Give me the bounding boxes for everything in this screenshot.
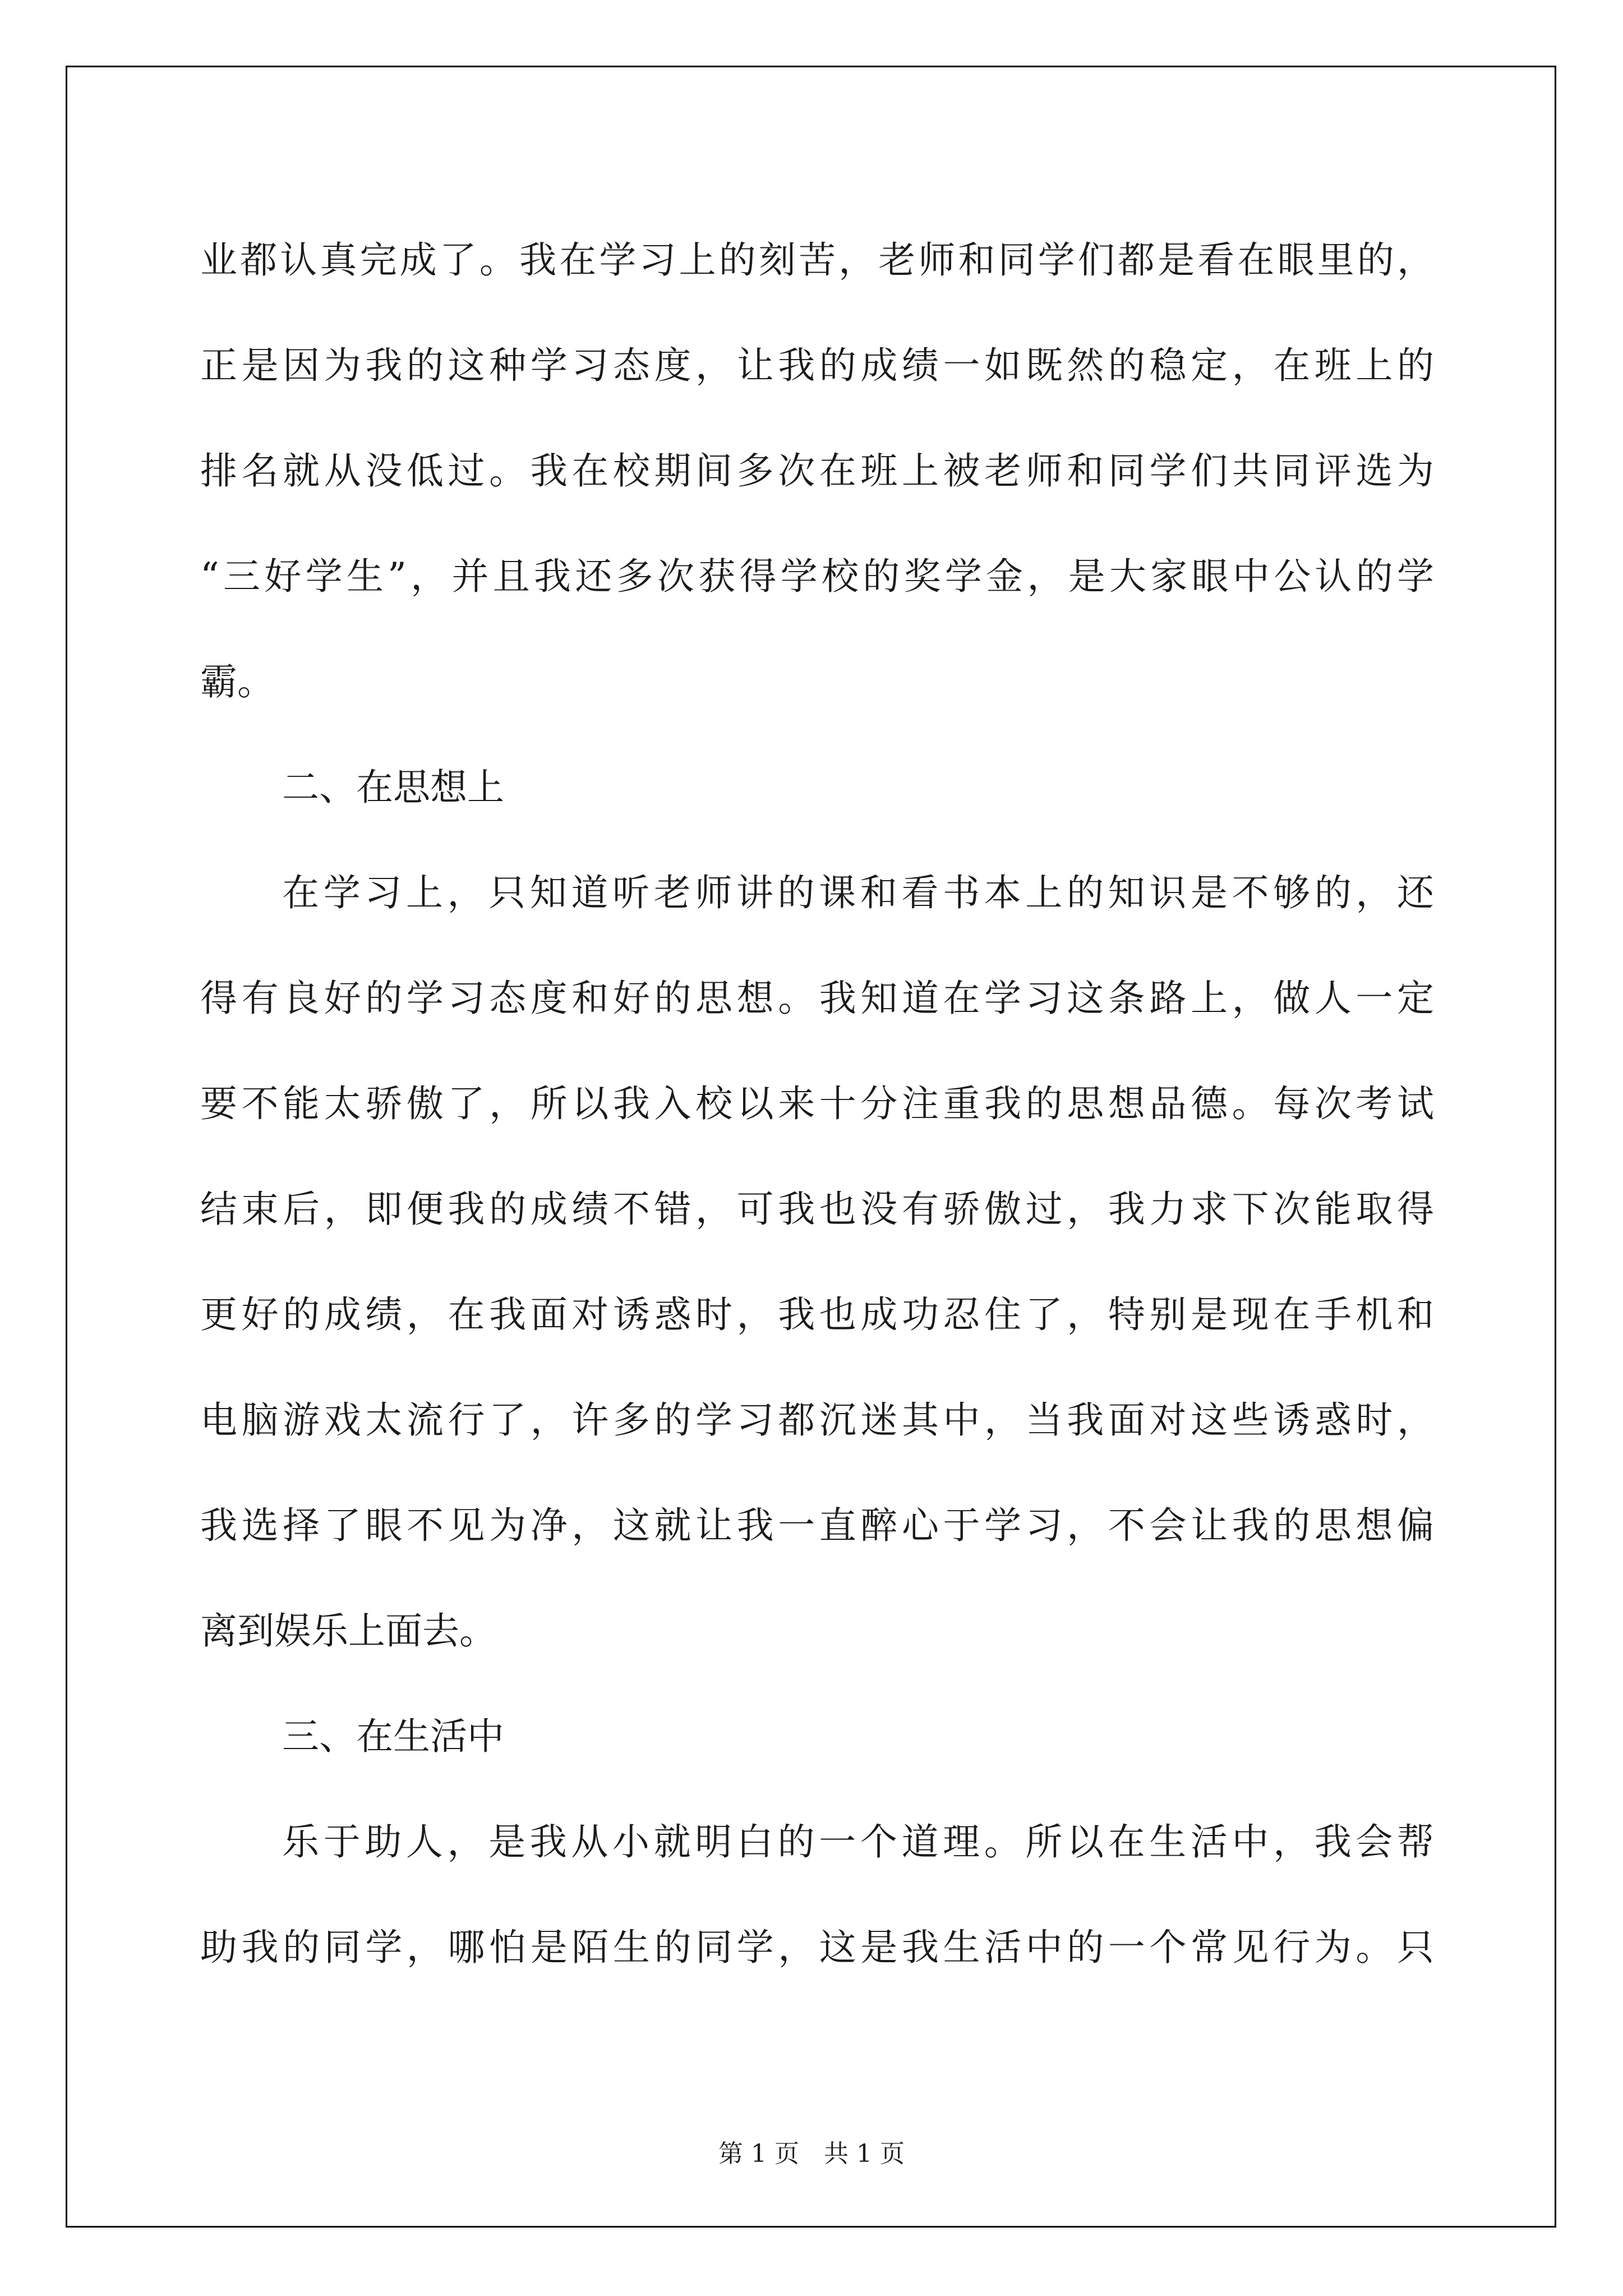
text-line: 结束后，即便我的成绩不错，可我也没有骄傲过，我力求下次能取得 xyxy=(200,1188,1434,1231)
text-line: 排名就从没低过。我在校期间多次在班上被老师和同学们共同评选为 xyxy=(200,449,1434,493)
document-body xyxy=(200,208,1434,2000)
text-line: 要不能太骄傲了，所以我入校以来十分注重我的思想品德。每次考试 xyxy=(200,1082,1434,1125)
text-line: 电脑游戏太流行了，许多的学习都沉迷其中，当我面对这些诱惑时， xyxy=(200,1398,1434,1442)
text-line: 得有良好的学习态度和好的思想。我知道在学习这条路上，做人一定 xyxy=(200,977,1434,1020)
text-line: 正是因为我的这种学习态度，让我的成绩一如既然的稳定，在班上的 xyxy=(200,344,1434,387)
text-line: 乐于助人，是我从小就明白的一个道理。所以在生活中，我会帮 xyxy=(282,1820,1434,1864)
page-footer: 第 1 页 共 1 页 xyxy=(718,2139,905,2168)
text-line: “三好学生”，并且我还多次获得学校的奖学金，是大家眼中公认的学 xyxy=(200,555,1434,598)
text-line: 业都认真完成了。我在学习上的刻苦，老师和同学们都是看在眼里的， xyxy=(200,238,1434,282)
text-line: 霸。 xyxy=(200,660,274,703)
text-line: 在学习上，只知道听老师讲的课和看书本上的知识是不够的，还 xyxy=(282,871,1434,914)
text-line: 更好的成绩，在我面对诱惑时，我也成功忍住了，特别是现在手机和 xyxy=(200,1293,1434,1336)
text-line: 离到娱乐上面去。 xyxy=(200,1609,496,1653)
text-line: 助我的同学，哪怕是陌生的同学，这是我生活中的一个常见行为。只 xyxy=(200,1926,1434,1969)
text-line: 二、在思想上 xyxy=(282,766,504,809)
text-line: 我选择了眼不见为净，这就让我一直醉心于学习，不会让我的思想偏 xyxy=(200,1504,1434,1547)
text-line: 三、在生活中 xyxy=(282,1715,504,1758)
